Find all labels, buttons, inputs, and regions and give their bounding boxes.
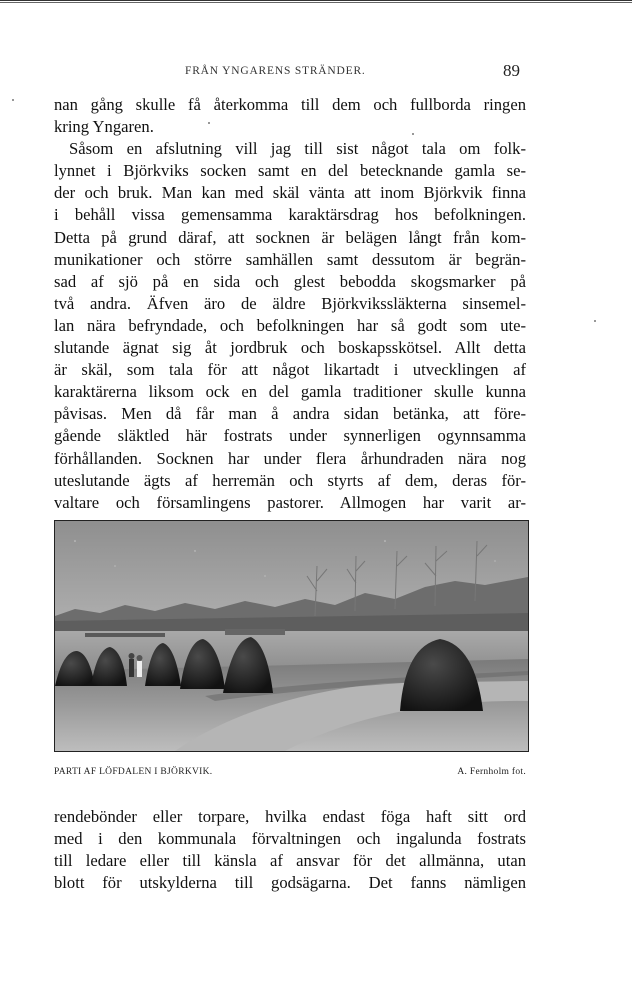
text-line: kring Yngaren. [54,117,154,137]
photo-credit: A. Fernholm fot. [457,767,526,777]
text-line: nan gång skulle få återkomma till dem och fullborda ringen [54,95,526,114]
text-line: gående släktled här fostrats under synnerligen ogynnsamma [54,426,526,446]
text-line: der och bruk. Man kan med skäl vänta att inom Björkvik finna [54,183,526,203]
text-line: två andra. Äfven äro de äldre Björkvikssläkterna sinsemel- [54,293,526,313]
paper-speck [208,122,210,124]
text-line: slutande ägnat sig åt jordbruk och boskapsskötsel. Allt detta [54,338,526,358]
text-line: munikationer och större samhällen samt dessutom är begrän- [54,249,526,269]
text-line: valtare och församlingens pastorer. Allmogen har varit ar- [54,492,526,512]
text-line: karaktärerna liksom ock en del gamla traditioner skulle kunna [54,382,526,402]
text-line: rendebönder eller torpare, hvilka endast föga haft sitt ord [54,807,526,826]
body-text-bottom [54,806,526,894]
text-line: i behåll vissa gemensamma karaktärsdrag hos befolkningen. [54,205,526,225]
text-line: förhållanden. Socknen har under flera århundraden nära nog [54,448,526,468]
running-header [0,63,632,83]
running-title: FRÅN YNGARENS STRÄNDER. [185,65,366,77]
text-line: med i den kommunala förvaltningen och ingalunda fostrats [54,829,526,849]
paper-speck [12,99,14,101]
page-top-edge [0,0,632,3]
text-line: lynnet i Björkviks socken samt en del betecknande gamla se- [54,161,526,181]
text-line: Såsom en afslutning vill jag till sist något tala om folk- [69,139,526,159]
text-line: lan nära befryndade, och befolkningen har så godt som ute- [54,315,526,335]
page-number: 89 [503,61,520,80]
text-line: till ledare eller till känsla af ansvar för det allmänna, utan [54,851,526,871]
text-line: är skäl, som tala för att något likartadt i utvecklingen af [54,360,526,380]
text-line: uteslutande ägts af herremän och styrts af dem, deras för- [54,470,526,490]
text-line: påvisas. Men då får man å andra sidan betänka, att före- [54,404,526,424]
landscape-photograph [54,520,529,752]
caption-title: PARTI AF LÖFDALEN I BJÖRKVIK. [54,767,213,777]
text-line: blott för utskylderna till godsägarna. Det fanns nämligen [54,873,526,893]
paper-speck [594,320,596,322]
text-line: sad af sjö på en sida och glest bebodda skogsmarker på [54,271,526,291]
body-text-top [54,94,526,514]
figure-caption [54,767,526,781]
paper-speck [412,133,414,135]
text-line: Detta på grund däraf, att socknen är belägen långt från kom- [54,227,526,247]
